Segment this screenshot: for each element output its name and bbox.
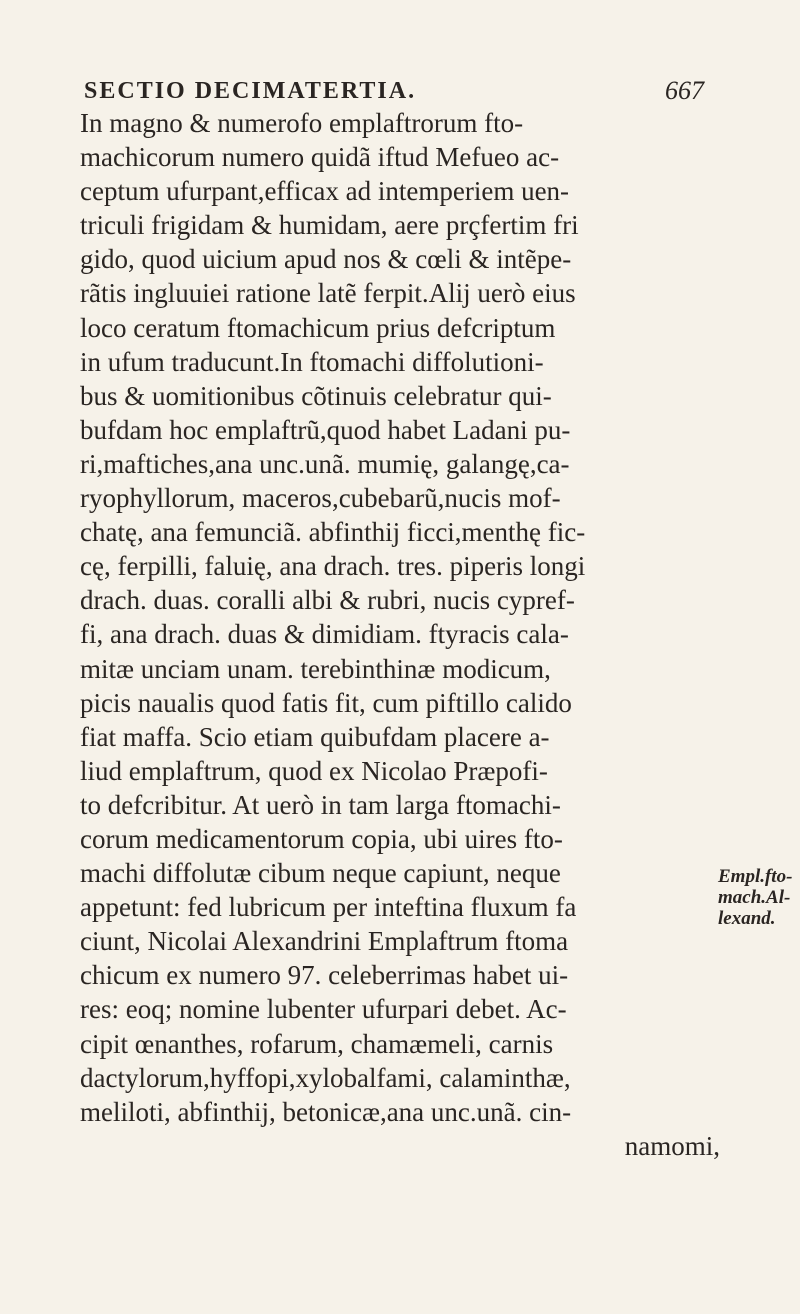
text-line: chatę, ana femunciã. abfinthij ficci,menthę fic- (80, 517, 586, 548)
text-line: machi diffolutæ cibum neque capiunt, neque (80, 858, 561, 889)
text-line: triculi frigidam & humidam, aere prçfertim fri (80, 210, 579, 241)
text-line: fi, ana drach. duas & dimidiam. ftyracis cala- (80, 619, 569, 650)
text-line: In magno & numerofo emplaftrorum fto- (80, 108, 524, 138)
text-line: ceptum ufurpant,efficax ad intemperiem uen- (80, 176, 570, 207)
text-line: corum medicamentorum copia, ubi uires fto- (80, 823, 563, 854)
text-line: bus & uomitionibus cõtinuis celebratur qui- (80, 380, 552, 411)
text-line: machicorum numero quidã iftud Mefueo ac- (80, 142, 560, 173)
marginal-note-line: Empl.fto- (718, 866, 793, 887)
text-line: dactylorum,hyffopi,xylobalfami, calaminthæ, (80, 1062, 571, 1093)
text-line: in ufum traducunt.In ftomachi diffolutioni- (80, 346, 544, 377)
text-line: drach. duas. coralli albi & rubri, nucis cypref- (80, 585, 575, 616)
text-line: ryophyllorum, maceros,cubebarũ,nucis mof- (80, 483, 561, 514)
page-number: 667 (665, 76, 704, 105)
text-line: ri,maftiches,ana unc.unã. mumię, galangę,ca- (80, 448, 570, 479)
text-line: rãtis ingluuiei ratione latẽ ferpit.Alij uerò eius (80, 278, 576, 309)
text-line: gido, quod uicium apud nos & cœli & intẽpe- (80, 244, 572, 275)
text-line: liud emplaftrum, quod ex Nicolao Præpofi- (80, 755, 548, 786)
text-line: picis naualis quod fatis fit, cum piftillo calido (80, 687, 572, 718)
text-line: bufdam hoc emplaftrũ,quod habet Ladani pu- (80, 414, 571, 445)
text-line: to defcribitur. At uerò in tam larga ftomachi- (80, 789, 561, 820)
text-line: cę, ferpilli, faluię, ana drach. tres. piperis longi (80, 551, 586, 582)
text-line: cipit œnanthes, rofarum, chamæmeli, carnis (80, 1028, 554, 1059)
text-line: mitæ unciam unam. terebinthinæ modicum, (80, 653, 551, 684)
text-line: meliloti, abfinthij, betonicæ,ana unc.unã. cin- (80, 1096, 572, 1127)
running-head (84, 78, 704, 108)
body-text (80, 106, 720, 1163)
marginal-note-line: mach.Al- (718, 887, 791, 908)
text-line: res: eoq; nomine lubenter ufurpari debet. Ac- (80, 994, 567, 1025)
section-title: SECTIO DECIMATERTIA. (84, 78, 417, 104)
text-line: appetunt: fed lubricum per inteftina fluxum fa (80, 892, 577, 923)
text-line: fiat maffa. Scio etiam quibufdam placere a- (80, 721, 550, 752)
text-line: loco ceratum ftomachicum prius defcriptum (80, 312, 556, 343)
text-line: ciunt, Nicolai Alexandrini Emplaftrum ftoma (80, 926, 569, 957)
text-line: namomi, (624, 1130, 720, 1161)
text-line: chicum ex numero 97. celeberrimas habet ui- (80, 960, 569, 991)
marginal-note (718, 866, 798, 929)
marginal-note-line: lexand. (718, 908, 776, 929)
